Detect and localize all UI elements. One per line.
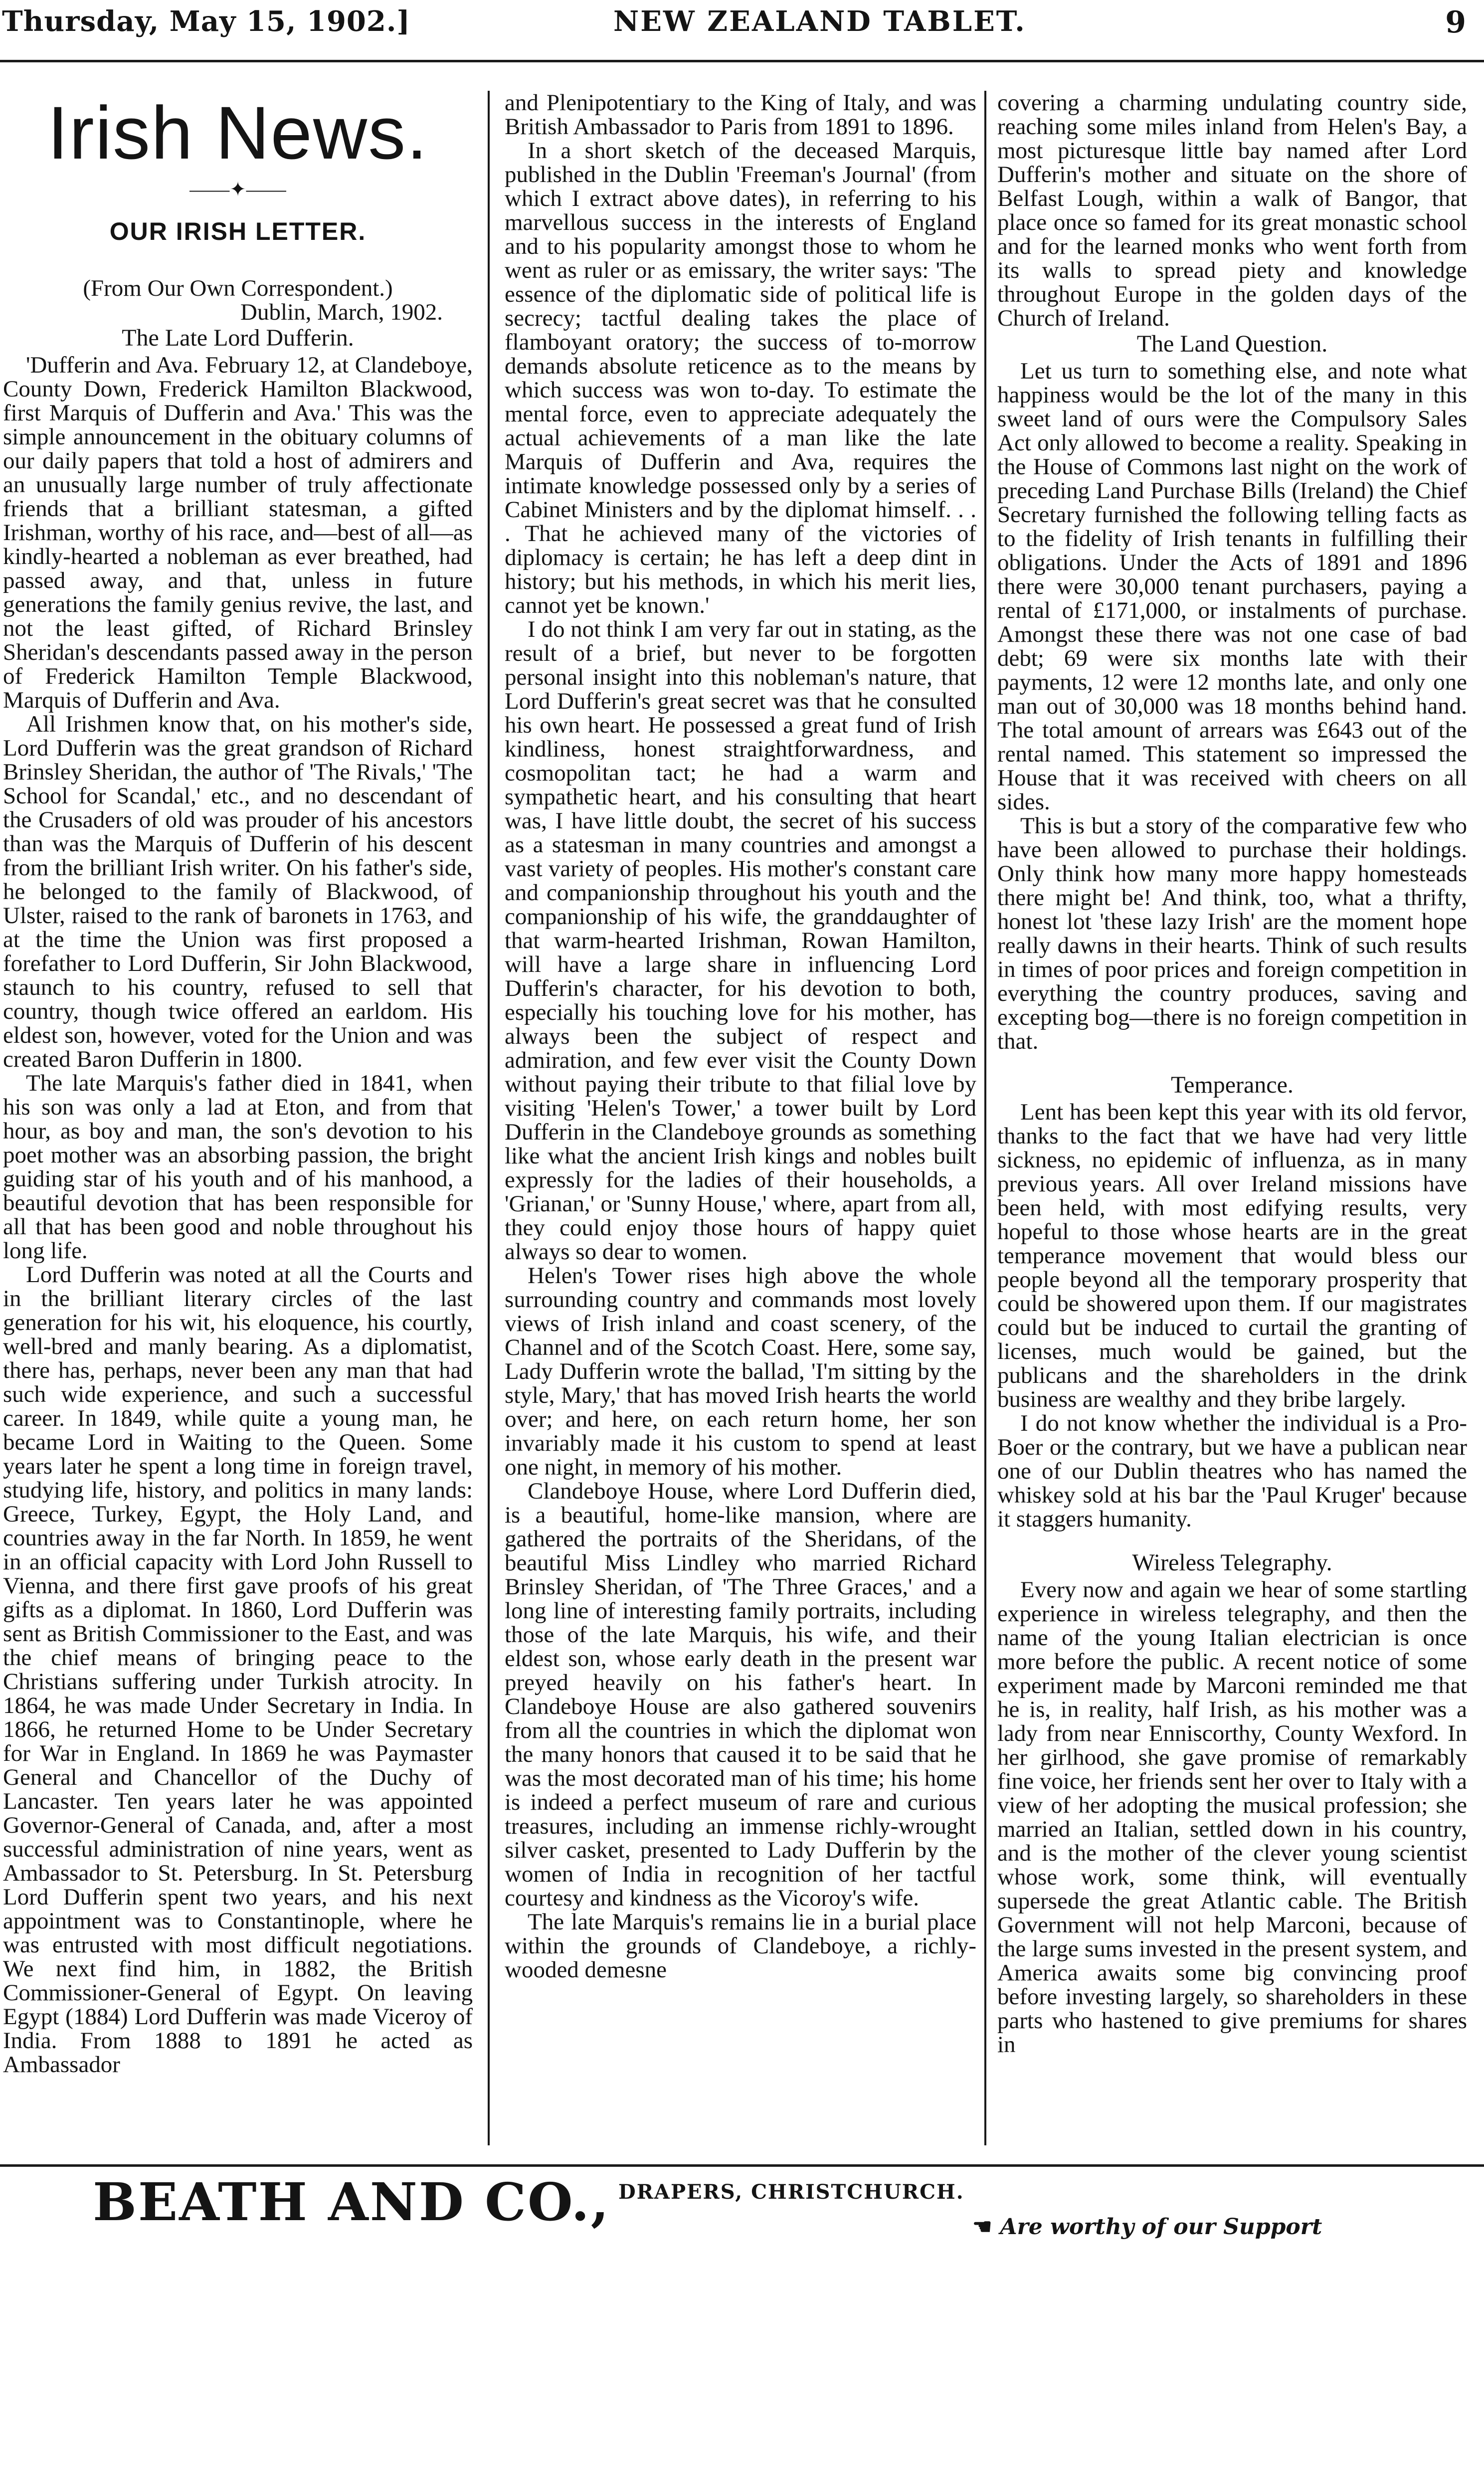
subhead-dufferin: The Late Lord Dufferin.	[122, 325, 354, 351]
newspaper-title: NEW ZEALAND TABLET.	[613, 5, 1026, 38]
ornament-rule: ——✦——	[189, 178, 286, 200]
paragraph: Lord Dufferin was noted at all the Courts and in the brilliant literary circles of the last generation for his wit, his eloquence, his courtly, well-bred and manly bearing. As a diplomatist, there has, perhaps, never been any man that had such wide experience, and such a successful career. In 1849, while quite a young man, he became Lord in Waiting to the Queen. Some years later he spent a long time in foreign travel, studying life, history, and politics in many lands: Greece, Turkey, Egypt, the Holy Land, and countries away in the far North. In 1859, he went in an official capacity with Lord John Russell to Vienna, and there first gave proofs of his great gifts as a diplomat. In 1860, Lord Dufferin was sent as British Commissioner to the East, and was the chief means of bringing peace to the Christians suffering under Turkish atrocity. In 1864, he was made Under Secretary in India. In 1866, he returned Home to be Under Secretary for War in England. In 1869 he was Paymaster General and Chancellor of the Duchy of Lancaster. Ten years later he was appointed Governor-General of Canada, and, after a most successful administration of nine years, went as Ambassador to St. Petersburg. In St. Petersburg Lord Dufferin spent two years, and his next appointment was to Constantinople, where he was entrusted with most difficult negotiations. We next find him, in 1882, the British Commissioner-General of Egypt. On leaving Egypt (1884) Lord Dufferin was made Viceroy of India. From 1888 to 1891 he acted as Ambassador	[3, 1262, 473, 2078]
tagline-text: Are worthy of our Support	[1000, 2214, 1322, 2240]
advertisement-footer	[0, 2164, 1484, 2314]
section-gap	[997, 1531, 1467, 1549]
subhead-wireless: Wireless Telegraphy.	[1132, 1549, 1332, 1576]
paragraph: Let us turn to something else, and note what happiness would be the lot of the many in this sweet land of ours were the Compulsory Sales Act only allowed to become a reality. Speaking in the House of Commons last night on the work of preceding Land Purchase Bills (Ireland) the Chief Secretary furnished the following telling facts as to the fidelity of Irish tenants in fulfilling their obligations. Under the Acts of 1891 and 1896 there were 30,000 tenant purchasers, paying a rental of £171,000, or instalments of purchase. Amongst these there was not one case of bad debt; 69 were six months late with their payments, 12 were 12 months late, and only one man out of 30,000 was 18 months behind hand. The total amount of arrears was £643 out of the rental named. This statement so impressed the House that it was received with cheers on all sides.	[997, 358, 1467, 815]
advertiser-name: BEATH AND CO.,	[93, 2171, 610, 2233]
column-rule-2	[984, 91, 986, 2145]
paragraph: Every now and again we hear of some startling experience in wireless telegraphy, and then the name of the young Italian electrician is once more before the public. A recent notice of some experiment made by Marconi reminded me that he is, in reality, half Irish, as his mother was a lady from near Enniscorthy, County Wexford. In her girlhood, she gave promise of remarkably fine voice, her friends sent her over to Italy with a view of her adopting the musical profession; she married an Italian, settled down in his country, and is the mother of the clever young scientist whose work, some think, will eventually supersede the great Atlantic cable. The British Government will not help Marconi, because of the large sums invested in the present system, and America awaits some big convincing proof before investing largely, so shareholders in these parts who hastened to give premiums for shares in	[997, 1577, 1467, 2058]
page-number: 9	[1445, 5, 1466, 40]
paragraph: covering a charming undulating country side, reaching some miles inland from Helen's Bay, a most picturesque little bay named after Lord Dufferin's mother and situate on the shore of Belfast Lough, within a walk of Bangor, that place once so famed for its great monastic school and for the learned monks who went forth from its walls to spread piety and knowledge throughout Europe in the golden days of the Church of Ireland.	[997, 91, 1467, 331]
paragraph: 'Dufferin and Ava. February 12, at Clandeboye, County Down, Frederick Hamilton Blackwood, first Marquis of Dufferin and Ava.' This was the simple announcement in the obituary columns of our daily papers that told a host of admirers and an unusually large number of truly affectionate friends that a brilliant statesman, a gifted Irishman, worthy of his race, and—best of all—as kindly-hearted a nobleman as ever breathed, had passed away, and that, unless in future generations the family genius revive, the last, and not the least gifted, of Richard Brinsley Sheridan's descendants passed away in the person of Frederick Hamilton Temple Blackwood, Marquis of Dufferin and Ava.	[3, 352, 473, 713]
paragraph: This is but a story of the comparative few who have been allowed to purchase their holdings. Only think how many more happy homesteads there might be! And think, too, what a thrifty, honest lot 'these lazy Irish' are the moment hope really dawns in their hearts. Think of such results in times of poor prices and foreign competition in everything the country produces, saving and excepting bog—there is no foreign competition in that.	[997, 813, 1467, 1054]
byline: (From Our Own Correspondent.)	[83, 275, 393, 301]
article-heading: OUR IRISH LETTER.	[109, 217, 367, 245]
paragraph: Helen's Tower rises high above the whole surrounding country and commands most lovely views of Irish inland and coast scenery, of the Channel and of the Scotch Coast. Here, some say, Lady Dufferin wrote the ballad, 'I'm sitting by the style, Mary,' that has moved Irish hearts the world over; and here, on each return home, her son invariably made it his custom to spend at least one night, in memory of his mother.	[505, 1263, 976, 1480]
section-title: Irish News.	[47, 91, 428, 175]
paragraph: Lent has been kept this year with its old fervor, thanks to the fact that we have had very little sickness, no epidemic of influenza, as in many previous years. All over Ireland missions have been held, with most edifying results, very hopeful to those whose hearts are in the great temperance movement that would bless our people beyond all the temporary prosperity that could be showered upon them. If our magistrates could but be induced to curtail the granting of licenses, much would be gained, but the publicans and the shareholders in the drink business are wealthy and they bribe largely.	[997, 1099, 1467, 1412]
column-2	[505, 91, 976, 2145]
paragraph: I do not think I am very far out in stating, as the result of a brief, but never to be forgotten personal insight into this nobleman's nature, that Lord Dufferin's great secret was that he consulted his own heart. He possessed a great fund of Irish kindliness, honest straightforwardness, and cosmopolitan tact; he had a warm and sympathetic heart, and his consulting that heart was, I have little doubt, the secret of his success as a statesman in many countries and amongst a vast variety of peoples. His mother's constant care and companionship throughout his youth and the companionship of his wife, the granddaughter of that warm-hearted Irishman, Rowan Hamilton, will have a large share in influencing Lord Dufferin's character, for his devotion to both, especially his touching love for his mother, has always been the subject of respect and admiration, and few ever visit the County Down without paying their tribute to that filial love by visiting 'Helen's Tower,' a tower built by Lord Dufferin in the Clandeboye grounds as something like what the ancient Irish kings and nobles built expressly for the ladies of their households, a 'Grianan,' or 'Sunny House,' where, apart from all, they could enjoy those hours of happy quiet always so dear to women.	[505, 616, 976, 1265]
page-header	[0, 0, 1484, 75]
header-rule	[0, 60, 1484, 62]
subhead-land-question: The Land Question.	[1136, 331, 1328, 357]
paragraph: The late Marquis's father died in 1841, when his son was only a lad at Eton, and from that hour, as boy and man, the son's devotion to his poet mother was an absorbing passion, the bright guiding star of his youth and of his manhood, a beautiful devotion that has been responsible for all that has been good and noble throughout his long life.	[3, 1070, 473, 1264]
paragraph: The late Marquis's remains lie in a burial place within the grounds of Clandeboye, a richly-wooded demesne	[505, 1909, 976, 1983]
column-1	[3, 91, 473, 2145]
section-gap	[997, 1053, 1467, 1071]
support-tagline	[972, 2214, 1322, 2240]
column-rule-1	[488, 91, 490, 2145]
dateline: Dublin, March, 1902.	[240, 299, 443, 325]
advertiser-location: DRAPERS, CHRISTCHURCH.	[618, 2180, 964, 2204]
paragraph: All Irishmen know that, on his mother's side, Lord Dufferin was the great grandson of Richard Brinsley Sheridan, the author of 'The Rivals,' 'The School for Scandal,' etc., and no descendant of the Crusaders of old was prouder of his ancestors than was the Marquis of Dufferin of his descent from the brilliant Irish writer. On his father's side, he belonged to the family of Blackwood, of Ulster, raised to the rank of baronets in 1763, and at the time the Union was first proposed a forefather to Lord Dufferin, Sir John Blackwood, staunch to his country, refused to sell that country, though twice offered an earldom. His eldest son, however, voted for the Union and was created Baron Dufferin in 1800.	[3, 711, 473, 1072]
paragraph: I do not know whether the individual is a Pro-Boer or the contrary, but we have a publican near one of our Dublin theatres who has named the whiskey sold at his bar the 'Paul Kruger' because it staggers humanity.	[997, 1410, 1467, 1532]
column-3	[997, 91, 1467, 2145]
paragraph: Clandeboye House, where Lord Dufferin died, is a beautiful, home-like mansion, where are gathered the portraits of the Sheridans, of the beautiful Miss Lindley who married Richard Brinsley Sheridan, of 'The Three Graces,' and a long line of interesting family portraits, including those of the late Marquis, his wife, and their eldest son, whose early death in the present war preyed heavily on his father's heart. In Clandeboye House are also gathered souvenirs from all the countries in which the diplomat won the many honors that caused it to be said that he was the most decorated man of his time; his home is indeed a perfect museum of rare and curious treasures, including an immense richly-wrought silver casket, presented to Lady Dufferin by the women of India in recognition of her tactful courtesy and kindness as the Vicoroy's wife.	[505, 1478, 976, 1911]
issue-date: Thursday, May 15, 1902.]	[2, 5, 410, 38]
footer-rule	[0, 2164, 1484, 2167]
pointing-hand-icon: ☛	[972, 2214, 992, 2240]
paragraph: In a short sketch of the deceased Marquis, published in the Dublin 'Freeman's Journal' (from which I extract above dates), in referring to his marvellous success in the interests of England and to his popularity amongst those to whom he went as ruler or as emissary, the writer says: 'The essence of the diplomatic side of political life is secrecy; tactful dealing takes the place of flamboyant oratory; the success of to-morrow demands absolute reticence as to the means by which success was won to-day. To estimate the mental force, even to appreciate adequately the actual achievements of a man like the late Marquis of Dufferin and Ava, requires the intimate knowledge possessed only by a series of Cabinet Ministers and by the diplomat himself. . . . That he achieved many of the victories of diplomacy is certain; he has left a deep dint in history; but his methods, in which his merit lies, cannot yet be known.'	[505, 138, 976, 618]
paragraph: and Plenipotentiary to the King of Italy, and was British Ambassador to Paris from 1891 to 1896.	[505, 91, 976, 140]
subhead-temperance: Temperance.	[1171, 1072, 1294, 1098]
